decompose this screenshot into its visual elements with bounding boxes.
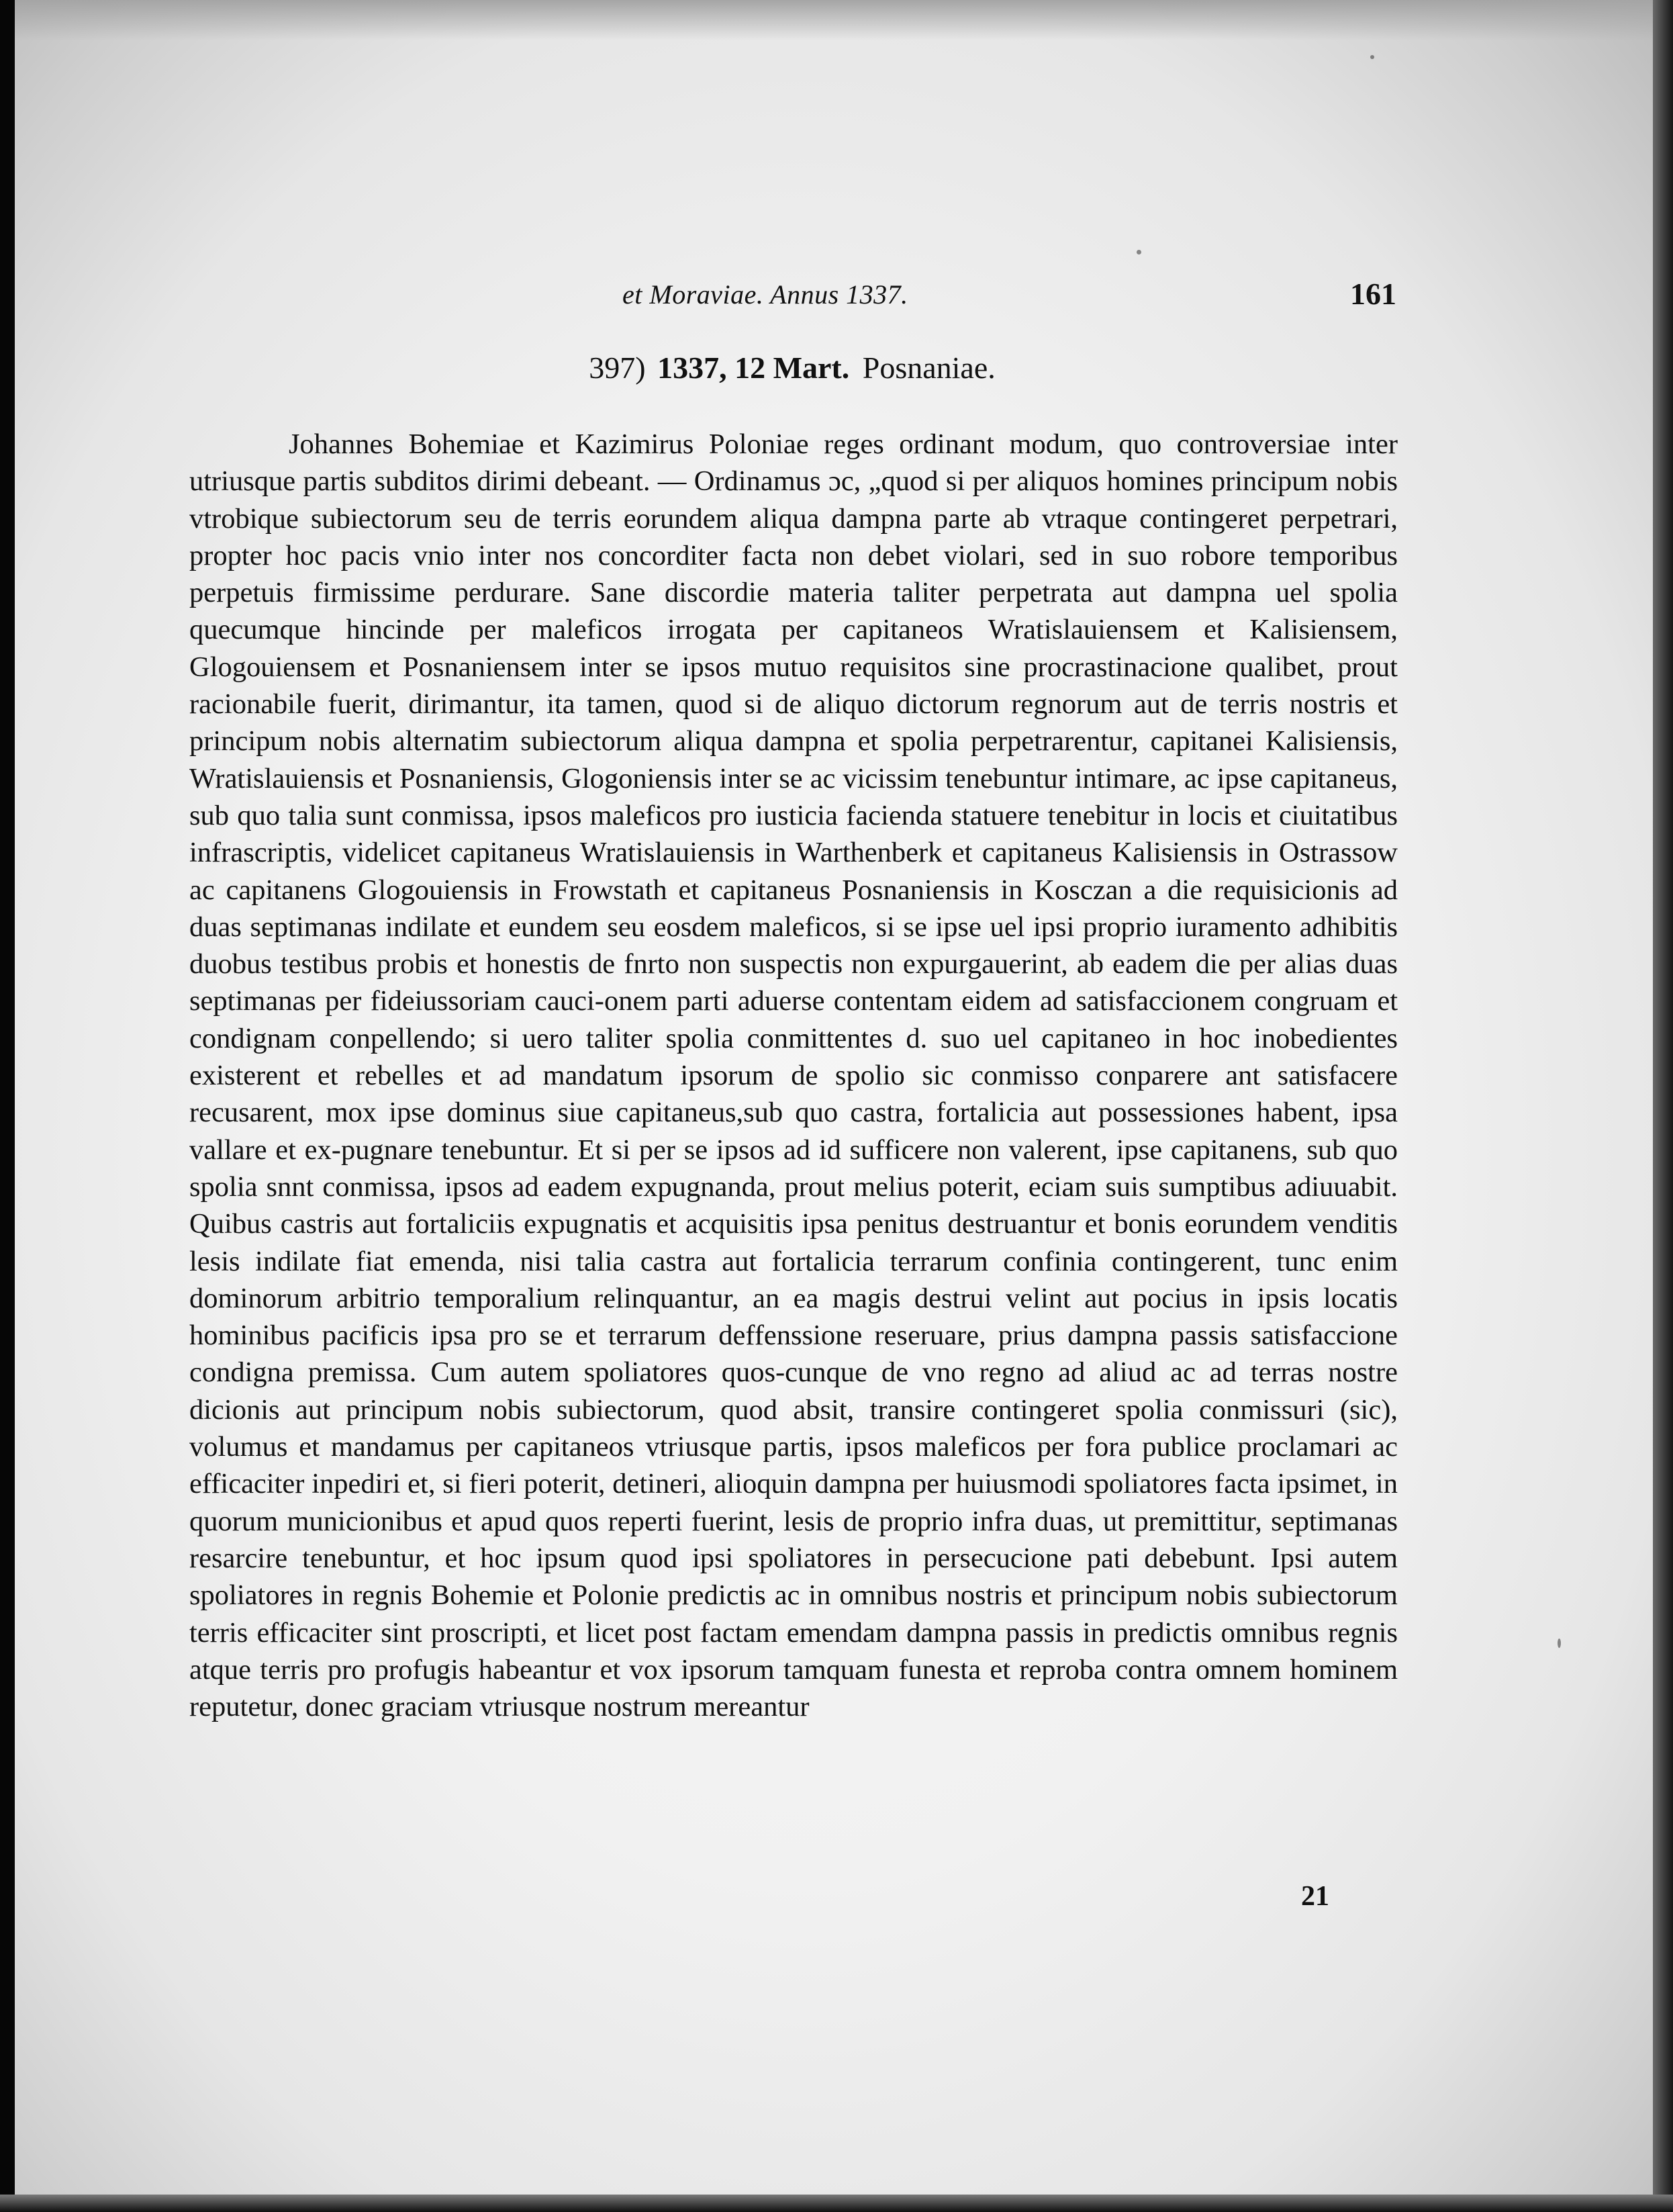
specks: [1137, 250, 1141, 255]
document-number: 397): [589, 351, 646, 385]
document-place: Posnaniae.: [862, 351, 996, 385]
page-number: 161: [1350, 277, 1396, 311]
document-date: 1337, 12 Mart.: [657, 351, 850, 385]
page-bottom-border: [0, 2195, 1673, 2212]
running-title: et Moraviae. Annus 1337.: [622, 279, 908, 310]
page-right-border: [1653, 0, 1673, 2212]
signature-mark: 21: [1301, 1881, 1329, 1912]
specks: [1370, 55, 1374, 59]
specks: [1558, 1639, 1561, 1648]
document-body-text: Johannes Bohemiae et Kazimirus Poloniae reges ordinant modum, quo controversiae inter utriusque partis subditos dirimi debeant. — Ordinamus ɔc, „quod si per aliquos homines principum nobis vtrobique subiectorum seu de terris eorundem aliqua dampna parte ab vtraque contingeret perpetrari, propter hoc pacis vnio inter nos concorditer facta non debet violari, sed in suo robore temporibus perpetuis firmissime perdurare. Sane discordie materia taliter perpetrata aut dampna uel spolia quecumque hincinde per maleficos irrogata per capitaneos Wratislauiensem et Kalisiensem, Glogouiensem et Posnaniensem inter se ipsos mutuo requisitos sine procrastinacione qualibet, prout racionabile fuerit, dirimantur, ita tamen, quod si de aliquo dictorum regnorum aut de terris nostris et principum nobis alternatim subiectorum aliqua dampna et spolia perpetrarentur, capitanei Kalisiensis, Wratislauiensis et Posnaniensis, Glogoniensis inter se ac vicissim tenebuntur intimare, ac ipse capitaneus, sub quo talia sunt conmissa, ipsos maleficos pro iusticia facienda statuere tenebitur in locis et ciuitatibus infrascriptis, videlicet capitaneus Wratislauiensis in Warthenberk et capitaneus Kalisiensis in Ostrassow ac capitanens Glogouiensis in Frowstath et capitaneus Posnaniensis in Kosczan a die requisicionis ad duas septimanas indilate et eundem seu eosdem maleficos, si se ipse uel ipsi proprio iuramento adhibitis duobus testibus probis et honestis de fnrto non suspectis non expurgauerint, ab eadem die per alias duas septimanas per fideiussoriam cauci-onem parti aduerse contentam eidem ad satisfaccionem congruam et condignam conpellendo; si uero taliter spolia conmittentes d. suo uel capitaneo in hoc inobedientes existerent et rebelles et ad mandatum ipsorum de spolio sic conmisso conparere ant satisfacere recusarent, mox ipse dominus siue capitaneus,sub quo castra, fortalicia aut possessiones habent, ipsa vallare et ex-pugnare tenebuntur. Et si per se ipsos ad id sufficere non valerent, ipse capitanens, sub quo spolia snnt conmissa, ipsos ad eadem expugnanda, prout melius poterit, eciam suis sumptibus adiuuabit. Quibus castris aut fortaliciis expugnatis et acquisitis ipsa penitus destruantur et bonis eorundem venditis lesis indilate fiat emenda, nisi talia castra aut fortalicia terrarum confinia contingerent, tunc enim dominorum arbitrio temporalium relinquantur, an ea magis destrui velint aut pocius in ipsis locatis hominibus pacificis ipsa pro se et terrarum deffenssione reseruare, prius dampna passis satisfaccione condigna premissa. Cum autem spoliatores quos-cunque de vno regno ad aliud ac ad terras nostre dicionis aut principum nobis subiectorum, quod absit, transire contingeret spolia conmissuri (sic), volumus et mandamus per capitaneos vtriusque partis, ipsos maleficos per fora publice proclamari ac efficaciter inpediri et, si fieri poterit, detineri, alioquin dampna per huiusmodi spoliatores facta ipsimet, in quorum municionibus et apud quos reperti fuerint, lesis de proprio infra duas, ut premittitur, septimanas resarcire tenebuntur, et hoc ipsum quod ipsi spoliatores in persecucione pati debebunt. Ipsi autem spoliatores in regnis Bohemie et Polonie predictis ac in omnibus nostris et principum nobis subiectorum terris efficaciter sint proscripti, et licet post factam emendam dampna passis in predictis omnibus regnis atque terris pro profugis habeantur et vox ipsorum tamquam funesta et reproba contra omnem hominem reputetur, donec graciam vtriusque nostrum mereantur: [189, 428, 1398, 1723]
page-top-shadow: [0, 0, 1673, 40]
running-head: [188, 279, 1396, 319]
page-left-border: [0, 0, 15, 2212]
document-heading: [188, 350, 1396, 385]
